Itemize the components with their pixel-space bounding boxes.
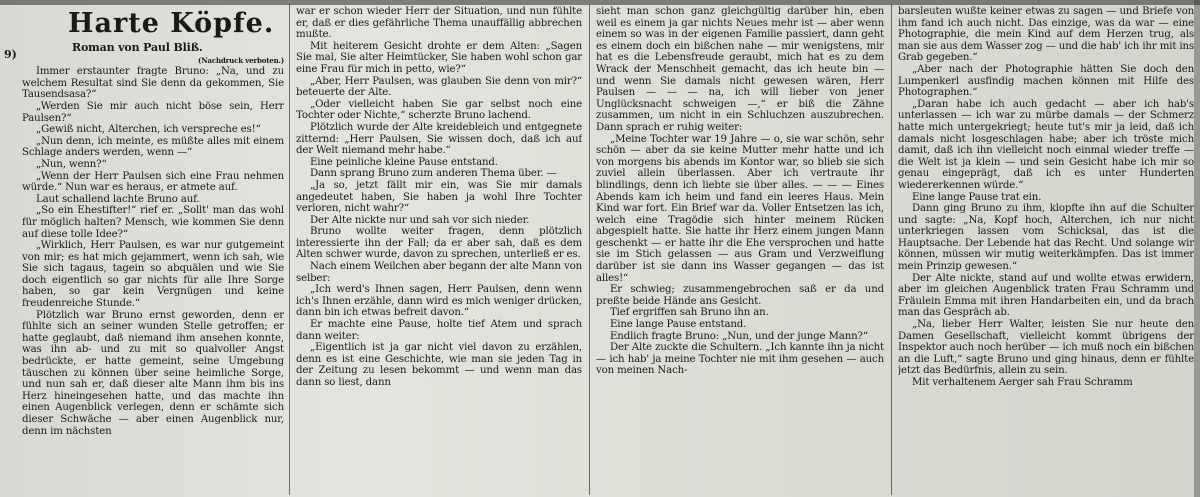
paragraph: „Nun denn, ich meinte, es müßte alles mit einem Schlage anders werden, wenn —“ [22,135,284,159]
column-divider [891,4,892,495]
column-4 [898,6,1194,497]
paragraph: Mit verhaltenem Aerger sah Frau Schramm [912,377,1133,388]
column-divider [289,4,290,495]
paragraph: Laut schallend lachte Bruno auf. [36,193,200,205]
column-3 [596,6,884,497]
column-body [296,6,582,389]
paragraph: barsleuten wußte keiner etwas zu sagen — und Briefe von ihm fand ich auch nicht. Das einzige, was da war — eine Photographie, die mein Kind auf dem Herzen trug, als man sie aus dem Wasser zog — und die hab' ich ihr mit ins Grab gegeben.“ [898,6,1194,64]
article-subtitle: Roman von Paul Bliß. [72,41,203,54]
paragraph: Plötzlich war Bruno ernst geworden, denn er fühlte sich an seiner wunden Stelle getroffen; er hatte geglaubt, daß niemand ihm ansehen konnte, was ihn ab- und zu mit so qualvoller Angst bedrückte, er hatte gemeint, seine Umgebung täuschen zu können über seine heimliche Sorge, und nun sah er, daß dieser alte Mann ihm bis ins Herz hineingesehen hatte, und das machte ihn einen Augenblick verlegen, denn er schämte sich dieser Schwäche — aber einen Augenblick nur, denn im nächsten [22,309,284,437]
paragraph: „Wenn der Herr Paulsen sich eine Frau nehmen würde.“ Nun war es heraus, er atmete auf. [22,170,284,194]
paragraph: Eine peinliche kleine Pause entstand. [310,156,498,168]
paragraph: „Gewiß nicht, Alterchen, ich verspreche es!“ [36,124,261,136]
reprint-notice: (Nachdruck verboten.) [198,55,284,65]
paragraph: war er schon wieder Herr der Situation, und nun fühlte er, daß er dies gefährliche Thema unauffällig abbrechen mußte. [296,6,582,41]
column-2 [296,6,582,497]
paragraph: „Na, lieber Herr Walter, leisten Sie nur heute den Damen Gesellschaft, vielleicht kommt übrigens der Inspektor auch noch herüber — ich muß noch ein bißchen an die Luft,“ sagte Bruno und ging hinaus, denn er fühlte jetzt das Bedürfnis, allein zu sein. [898,319,1194,377]
column-body [22,66,284,437]
column-1 [22,6,284,497]
paragraph: Der Alte nickte nur und sah vor sich nieder. [310,214,530,226]
paragraph: Er machte eine Pause, holte tief Atem und sprach dann weiter: [296,319,582,342]
article-title: Harte Köpfe. [68,8,275,39]
paragraph: Der Alte zuckte die Schultern. „Ich kannte ihn ja nicht — ich hab' ja meine Tochter nie mit ihm gesehen — auch von meinen Nach- [596,342,884,377]
paragraph: „Ja so, jetzt fällt mir ein, was Sie mir damals angedeutet haben, Sie haben ja wohl Ihre Tochter verloren, nicht wahr?“ [296,179,582,215]
column-body [898,6,1194,389]
paragraph: Eine lange Pause trat ein. [912,191,1042,203]
installment-number: 9) [4,48,17,61]
paragraph: Nach einem Weilchen aber begann der alte Mann von selber: [296,261,582,284]
paragraph: Mit heiterem Gesicht drohte er dem Alten: „Sagen Sie mal, Sie alter Heimtücker, Sie haben wohl schon gar eine Frau für mich in petto, wie?“ [296,40,582,75]
paragraph: „Oder vielleicht haben Sie gar selbst noch eine Tochter oder Nichte,“ scherzte Bruno lachend. [296,98,582,122]
paragraph: Plötzlich wurde der Alte kreidebleich und entgegnete zitternd: „Herr Paulsen, Sie wissen doch, daß ich auf der Welt niemand mehr habe.“ [296,121,582,157]
paragraph: Tief ergriffen sah Bruno ihn an. [610,307,769,319]
page-edge-shadow [1194,0,1200,497]
paragraph: „So ein Ehestifter!“ rief er. „Sollt' man das wohl für möglich halten? Mensch, wie kommen Sie denn auf diese tolle Idee?“ [22,205,284,240]
paragraph: Eine lange Pause entstand. [610,319,747,331]
paragraph: „Aber nach der Photographie hätten Sie doch den Lumpenkerl ausfindig machen können mit Hilfe des Photographen.“ [898,63,1194,99]
paragraph: „Ich werd's Ihnen sagen, Herr Paulsen, denn wenn ich's Ihnen erzähle, dann wird es mich weniger drücken, dann bin ich etwas befreit davon.“ [296,284,582,319]
paragraph: „Eigentlich ist ja gar nicht viel davon zu erzählen, denn es ist eine Geschichte, wie man sie jeden Tag in der Zeitung zu lesen bekommt — und wenn man das dann so liest, dann [296,342,582,388]
top-border [0,0,1200,5]
column-divider [589,4,590,495]
paragraph: „Wirklich, Herr Paulsen, es war nur gutgemeint von mir; es hat mich gejammert, wenn ich sah, wie Sie sich tagaus, tagein so abquälen und wie Sie doch eigentlich so gar nichts für alle Ihre Sorge haben, so gar kein Vergnügen und keine freudenreiche Stunde.“ [22,240,284,310]
paragraph: sieht man schon ganz gleichgültig darüber hin, eben weil es einem ja gar nichts Neues mehr ist — aber wenn einem so was in der eigenen Familie passiert, dann geht es einem doch ein bißchen nahe — mir wenigstens, mir hat es die Lebensfreude geraubt, mich hat es zu dem Wrack der Menschheit gemacht, das ich heute bin — und wenn Sie damals nicht gewesen wären, Herr Paulsen — — — na, ich will lieber von jener Unglücksnacht schweigen —,“ er biß die Zähne zusammen, um nicht in ein Schluchzen auszubrechen. Dann sprach er ruhig weiter: [596,6,884,133]
paragraph: Endlich fragte Bruno: „Nun, und der junge Mann?“ [610,330,868,342]
paragraph: „Meine Tochter war 19 Jahre — o, sie war schön, sehr schön — aber da sie keine Mutter mehr hatte und ich von morgens bis abends im Kontor war, so blieb sie sich zuviel allein überlassen. Aber ich vertraute ihr blindlings, denn ich liebte sie über alles. — — — Eines Abends kam ich heim und fand ein leeres Haus. Mein Kind war fort. Ein Brief war da. Voller Entsetzen las ich, welch eine Tragödie sich hinter meinem Rücken abgespielt hatte. Sie hatte ihr Herz einem jungen Mann geschenkt — er hatte ihr die Ehe versprochen und hatte sie im Stich gelassen — aus Gram und Verzweiflung darüber ist sie dann ins Wasser gegangen — das ist alles!“ [596,133,884,284]
paragraph: „Werden Sie mir auch nicht böse sein, Herr Paulsen?“ [22,100,284,124]
paragraph: Dann sprang Bruno zum anderen Thema über. — [310,168,557,180]
paragraph: „Nun, wenn?“ [36,158,107,170]
paragraph: „Aber, Herr Paulsen, was glauben Sie denn von mir?“ beteuerte der Alte. [296,75,582,99]
paragraph: Er schwieg; zusammengebrochen saß er da und preßte beide Hände ans Gesicht. [596,284,884,307]
paragraph: Immer erstaunter fragte Bruno: „Na, und zu welchem Resultat sind Sie denn da gekommen, Sie Tausendsasa?“ [22,66,284,101]
paragraph: Bruno wollte weiter fragen, denn plötzlich interessierte ihn der Fall; da er aber sah, daß es dem Alten schwer wurde, davon zu sprechen, unterließ er es. [296,226,582,261]
column-body [596,6,884,377]
paragraph: Der Alte nickte, stand auf und wollte etwas erwidern, aber im gleichen Augenblick traten Frau Schramm und Fräulein Emma mit ihren Handarbeiten ein, und da brach man das Gespräch ab. [898,272,1194,319]
paragraph: Dann ging Bruno zu ihm, klopfte ihn auf die Schulter und sagte: „Na, Kopf hoch, Alterchen, ich nur nicht unterkriegen lassen vom Schicksal, das ist die Hauptsache. Der Lebende hat das Recht. Und solange wir können, müssen wir mutig weiterkämpfen. Das ist immer mein Prinzip gewesen.“ [898,203,1194,273]
paragraph: „Daran habe ich auch gedacht — aber ich hab's unterlassen — ich war zu mürbe damals — der Schmerz hatte mich untergekriegt; heute tut's mir ja leid, daß ich damals nicht losgeschlagen habe; aber ich tröste mich damit, daß ich ihn vielleicht noch einmal wieder treffe — die Welt ist ja klein — und sein Gesicht habe ich mir so genau eingeprägt, daß ich es unter Hunderten wiedererkennen würde.“ [898,98,1194,191]
